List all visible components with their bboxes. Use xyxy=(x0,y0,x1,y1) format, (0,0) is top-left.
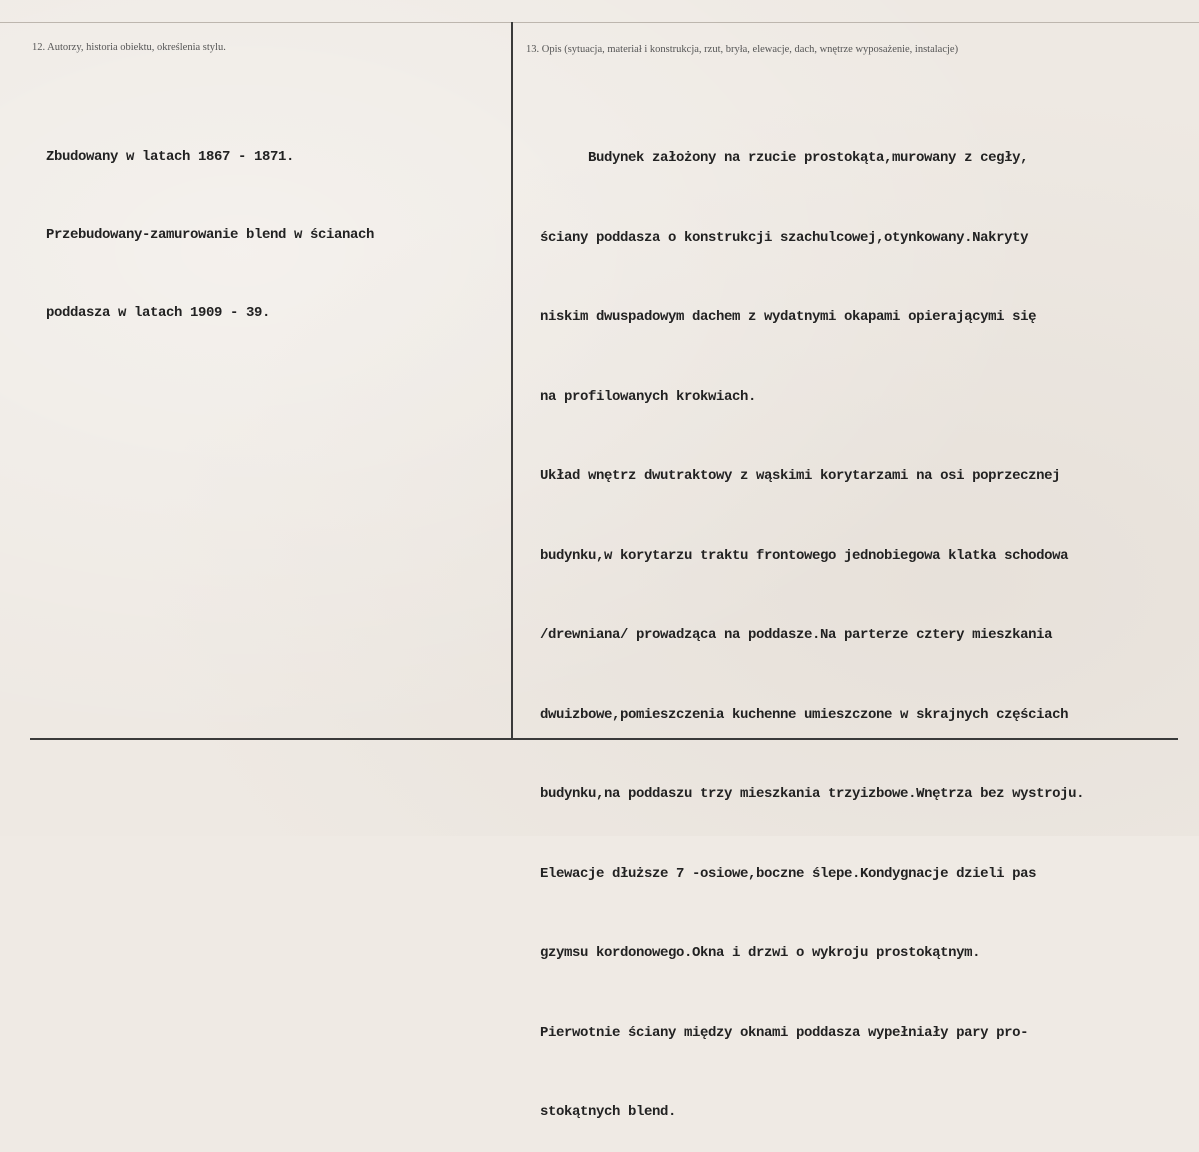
text-line: budynku,na poddaszu trzy mieszkania trzyizbowe.Wnętrza bez wystroju. xyxy=(540,786,1085,802)
text-line: budynku,w korytarzu traktu frontowego jednobiegowa klatka schodowa xyxy=(540,547,1069,564)
text-line: dwuizbowe,pomieszczenia kuchenne umieszczone w skrajnych częściach xyxy=(540,706,1069,723)
text-line: niskim dwuspadowym dachem z wydatnymi okapami opierającymi się xyxy=(540,309,1037,325)
history-text xyxy=(46,92,374,352)
text-line: gzymsu kordonowego.Okna i drzwi o wykroju prostokątnym. xyxy=(540,945,981,961)
text-line: Budynek założony na rzucie prostokąta,murowany z cegły, xyxy=(588,150,1029,166)
text-line: Pierwotnie ściany między oknami poddasza wypełniały pary pro- xyxy=(540,1024,1029,1041)
text-line: ściany poddasza o konstrukcji szachulcowej,otynkowany.Nakryty xyxy=(540,229,1029,246)
field-13-label: 13. Opis (sytuacja, materiał i konstrukcja, rzut, bryła, elewacje, dach, wnętrze wyposażenie, instalacje) xyxy=(526,44,959,55)
text-line: poddasza w latach 1909 - 39. xyxy=(46,305,271,321)
text-line: stokątnych blend. xyxy=(540,1104,677,1120)
text-line: Zbudowany w latach 1867 - 1871. xyxy=(46,149,295,165)
text-line: Przebudowany-zamurowanie blend w ścianach xyxy=(46,227,375,243)
text-line: Układ wnętrz dwutraktowy z wąskimi korytarzami na osi poprzecznej xyxy=(540,468,1061,484)
text-line: Elewacje dłuższe 7 -osiowe,boczne ślepe.Kondygnacje dzieli pas xyxy=(540,865,1037,882)
column-divider xyxy=(511,22,513,738)
text-line: /drewniana/ prowadząca na poddasze.Na parterze cztery mieszkania xyxy=(540,627,1053,643)
field-12-label: 12. Autorzy, historia obiektu, określenia stylu. xyxy=(32,42,226,53)
top-border-line xyxy=(0,22,1199,23)
text-line: na profilowanych krokwiach. xyxy=(540,388,757,405)
description-text xyxy=(540,92,1199,1152)
